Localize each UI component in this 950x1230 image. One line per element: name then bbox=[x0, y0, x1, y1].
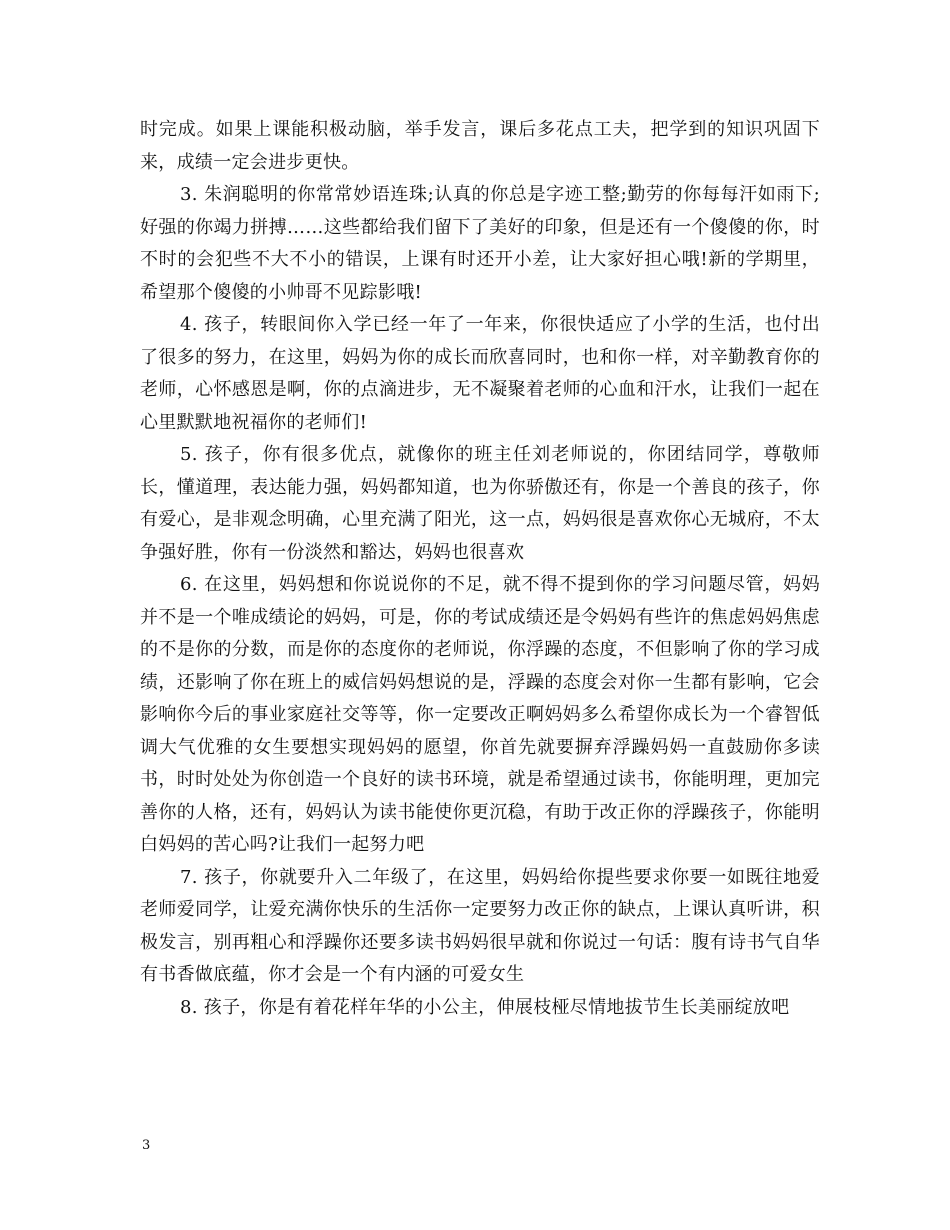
paragraph-item-7: 7. 孩子，你就要升入二年级了，在这里，妈妈给你提些要求你要一如既往地爱老师爱同学，让爱充满你快乐的生活你一定要努力改正你的缺点，上课认真听讲，积极发言，别再粗心和浮躁你还要多读书妈妈很早就和你说过一句话：腹有诗书气自华有书香做底蕴，你才会是一个有内涵的可爱女生 bbox=[140, 866, 820, 985]
paragraph-item-3: 3. 朱润聪明的你常常妙语连珠;认真的你总是字迹工整;勤劳的你每每汗如雨下;好强的你竭力拼搏……这些都给我们留下了美好的印象，但是还有一个傻傻的你，时不时的会犯些不大不小的错误，上课有时还开小差，让大家好担心哦!新的学期里，希望那个傻傻的小帅哥不见踪影哦! bbox=[140, 184, 820, 303]
paragraph-continuation: 时完成。如果上课能积极动脑，举手发言，课后多花点工夫，把学到的知识巩固下来，成绩一定会进步更快。 bbox=[140, 119, 820, 173]
paragraph-item-5: 5. 孩子，你有很多优点，就像你的班主任刘老师说的，你团结同学，尊敬师长，懂道理，表达能力强，妈妈都知道，也为你骄傲还有，你是一个善良的孩子，你有爱心，是非观念明确，心里充满了阳光，这一点，妈妈很是喜欢你心无城府，不太争强好胜，你有一份淡然和豁达，妈妈也很喜欢 bbox=[140, 444, 820, 563]
page-number: 3 bbox=[142, 1138, 151, 1153]
paragraph-item-4: 4. 孩子，转眼间你入学已经一年了一年来，你很快适应了小学的生活，也付出了很多的努力，在这里，妈妈为你的成长而欣喜同时，也和你一样，对辛勤教育你的老师，心怀感恩是啊，你的点滴进步，无不凝聚着老师的心血和汗水，让我们一起在心里默默地祝福你的老师们! bbox=[140, 314, 820, 433]
paragraph-item-6: 6. 在这里，妈妈想和你说说你的不足，就不得不提到你的学习问题尽管，妈妈并不是一个唯成绩论的妈妈，可是，你的考试成绩还是令妈妈有些许的焦虑妈妈焦虑的不是你的分数，而是你的态度你的老师说，你浮躁的态度，不但影响了你的学习成绩，还影响了你在班上的威信妈妈想说的是，浮躁的态度会对你一生都有影响，它会影响你今后的事业家庭社交等等，你一定要改正啊妈妈多么希望你成长为一个睿智低调大气优雅的女生要想实现妈妈的愿望，你首先就要摒弃浮躁妈妈一直鼓励你多读书，时时处处为你创造一个良好的读书环境，就是希望通过读书，你能明理，更加完善你的人格，还有，妈妈认为读书能使你更沉稳，有助于改正你的浮躁孩子，你能明白妈妈的苦心吗?让我们一起努力吧 bbox=[140, 574, 820, 855]
paragraph-item-8: 8. 孩子，你是有着花样年华的小公主，伸展枝桠尽情地拔节生长美丽绽放吧 bbox=[180, 996, 790, 1018]
body-text bbox=[140, 114, 820, 1024]
